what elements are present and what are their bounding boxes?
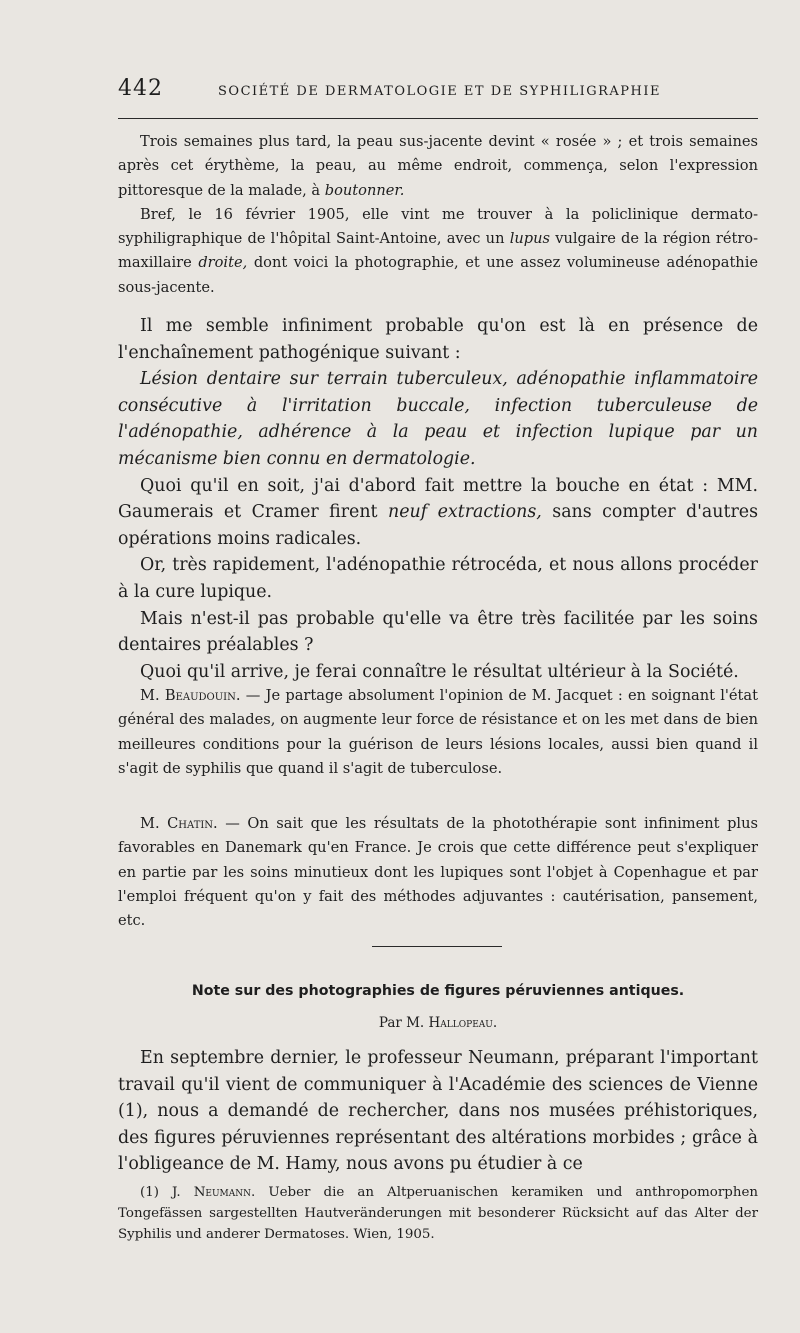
discussion-chatin — [118, 812, 758, 933]
running-title: SOCIÉTÉ DE DERMATOLOGIE ET DE SYPHILIGRAPHIE — [218, 84, 662, 99]
paragraph: M. Chatin. — On sait que les résultats de la photothérapie sont infiniment plus favorables en Danemark qu'en France. Je crois que cette différence peut s'expliquer en partie par les soins minutieux dont les lupiques sont l'objet à Copenhague et par l'emploi fréquent qu'on y fait des méthodes adjuvantes : cautérisation, pansement, etc. — [118, 815, 758, 930]
header-rule — [118, 118, 758, 119]
footnote-text: (1) J. Neumann. Ueber die an Altperuanischen keramiken und anthropomorphen Tongefässen sargestellten Hautveränderungen mit besonderer Rücksicht auf das Alter der Syphilis und anderer Dermatoses. Wien, 1905. — [118, 1185, 758, 1242]
main-paragraphs — [118, 313, 758, 685]
speaker-name: M. Chatin. — [140, 815, 218, 832]
paragraph: Trois semaines plus tard, la peau sus-jacente devint « rosée » ; et trois semaines après cet érythème, la peau, au même endroit, commença, selon l'expression pittoresque de la malade, à boutonner. — [118, 133, 758, 199]
paragraph: Or, très rapidement, l'adénopathie rétrocéda, et nous allons procéder à la cure lupique. — [118, 555, 758, 602]
article-body — [118, 1045, 758, 1178]
paragraph: Quoi qu'il arrive, je ferai connaître le résultat ultérieur à la Société. — [140, 661, 739, 682]
article-byline: Par M. Hallopeau. — [378, 1015, 498, 1031]
paragraph: Bref, le 16 février 1905, elle vint me trouver à la policlinique dermato-syphiligraphique de l'hôpital Saint-Antoine, avec un lupus vulgaire de la région rétro-maxillaire droite, dont voici la photographie, et une assez volumineuse adénopathie sous-jacente. — [118, 205, 759, 296]
paragraph: Quoi qu'il en soit, j'ai d'abord fait mettre la bouche en état : MM. Gaumerais et Cramer firent neuf extractions, sans compter d'autres opérations moins radicales. — [118, 475, 759, 549]
section-divider — [372, 946, 502, 947]
page-header — [118, 76, 758, 106]
paragraph: Mais n'est-il pas probable qu'elle va être très facilitée par les soins dentaires préalables ? — [118, 608, 758, 656]
article-title: Note sur des photographies de figures péruviennes antiques. — [191, 983, 685, 999]
page-number: 442 — [118, 76, 163, 101]
speaker-name: M. Beaudouin. — [140, 687, 241, 704]
paragraph: Il me semble infiniment probable qu'on est là en présence de l'enchaînement pathogénique suivant : — [118, 316, 758, 363]
footnote — [118, 1182, 758, 1245]
paragraph-italic: Lésion dentaire sur terrain tuberculeux, adénopathie inflammatoire consécutive à l'irritation buccale, infection tuberculeuse de l'adénopathie, adhérence à la peau et infection lupique par un mécanisme bien connu en dermatologie. — [118, 369, 758, 469]
discussion-beaudouin — [118, 684, 758, 781]
paragraph: M. Beaudouin. — Je partage absolument l'opinion de M. Jacquet : en soignant l'état général des malades, on augmente leur force de résistance et on les met dans de bien meilleures conditions pour la guérison de leurs lésions locales, aussi bien quand il s'agit de syphilis que quand il s'agit de tuberculose. — [118, 687, 758, 777]
paragraph: En septembre dernier, le professeur Neumann, préparant l'important travail qu'il vient de communiquer à l'Académie des sciences de Vienne (1), nous a demandé de rechercher, dans nos musées préhistoriques, des figures péruviennes représentant des altérations morbides ; grâce à l'obligeance de M. Hamy, nous avons pu étudier à ce — [118, 1048, 758, 1175]
intro-paragraphs — [118, 130, 758, 300]
